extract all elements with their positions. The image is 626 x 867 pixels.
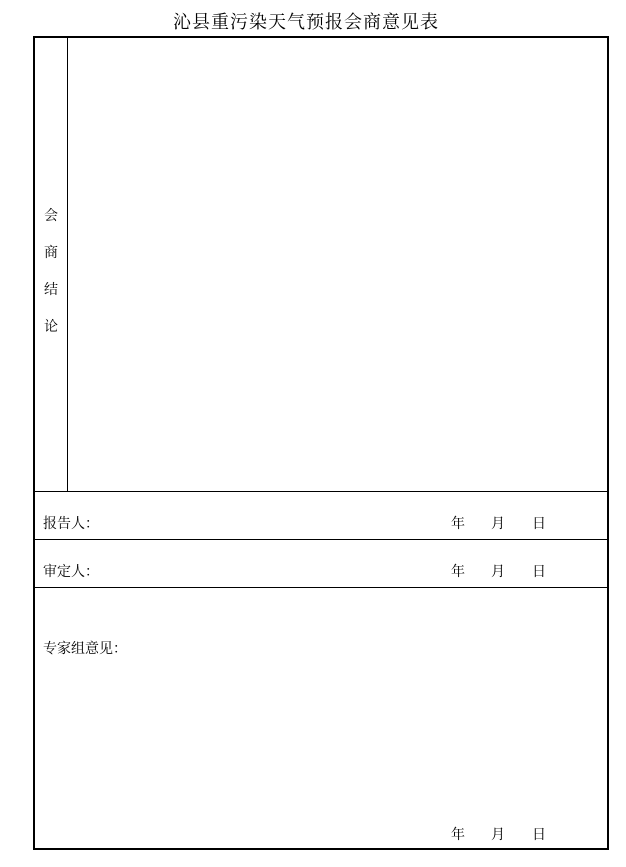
reporter-label: 报告人： xyxy=(43,516,99,532)
expert-opinion-label: 专家组意见： xyxy=(43,641,127,657)
reporter-year-label: 年 xyxy=(451,516,465,532)
reviewer-day-label: 日 xyxy=(532,564,546,580)
conclusion-label-char: 论 xyxy=(44,319,58,335)
expert-month-label: 月 xyxy=(491,827,505,843)
conclusion-label-char: 结 xyxy=(44,282,58,298)
reviewer-row xyxy=(35,540,607,588)
reviewer-month-label: 月 xyxy=(491,564,505,580)
reporter-row xyxy=(35,492,607,540)
reviewer-label: 审定人： xyxy=(43,564,99,580)
conclusion-content-area[interactable] xyxy=(68,38,607,491)
consultation-form xyxy=(33,36,609,850)
reporter-month-label: 月 xyxy=(491,516,505,532)
reporter-day-label: 日 xyxy=(532,516,546,532)
conclusion-label-column xyxy=(35,38,68,491)
expert-day-label: 日 xyxy=(532,827,546,843)
expert-year-label: 年 xyxy=(451,827,465,843)
conclusion-label-char: 会 xyxy=(44,208,58,224)
conclusion-label-char: 商 xyxy=(44,245,58,261)
expert-opinion-section xyxy=(35,587,607,848)
conclusion-section xyxy=(35,38,607,492)
form-title: 沁县重污染天气预报会商意见表 xyxy=(173,12,439,33)
reviewer-year-label: 年 xyxy=(451,564,465,580)
